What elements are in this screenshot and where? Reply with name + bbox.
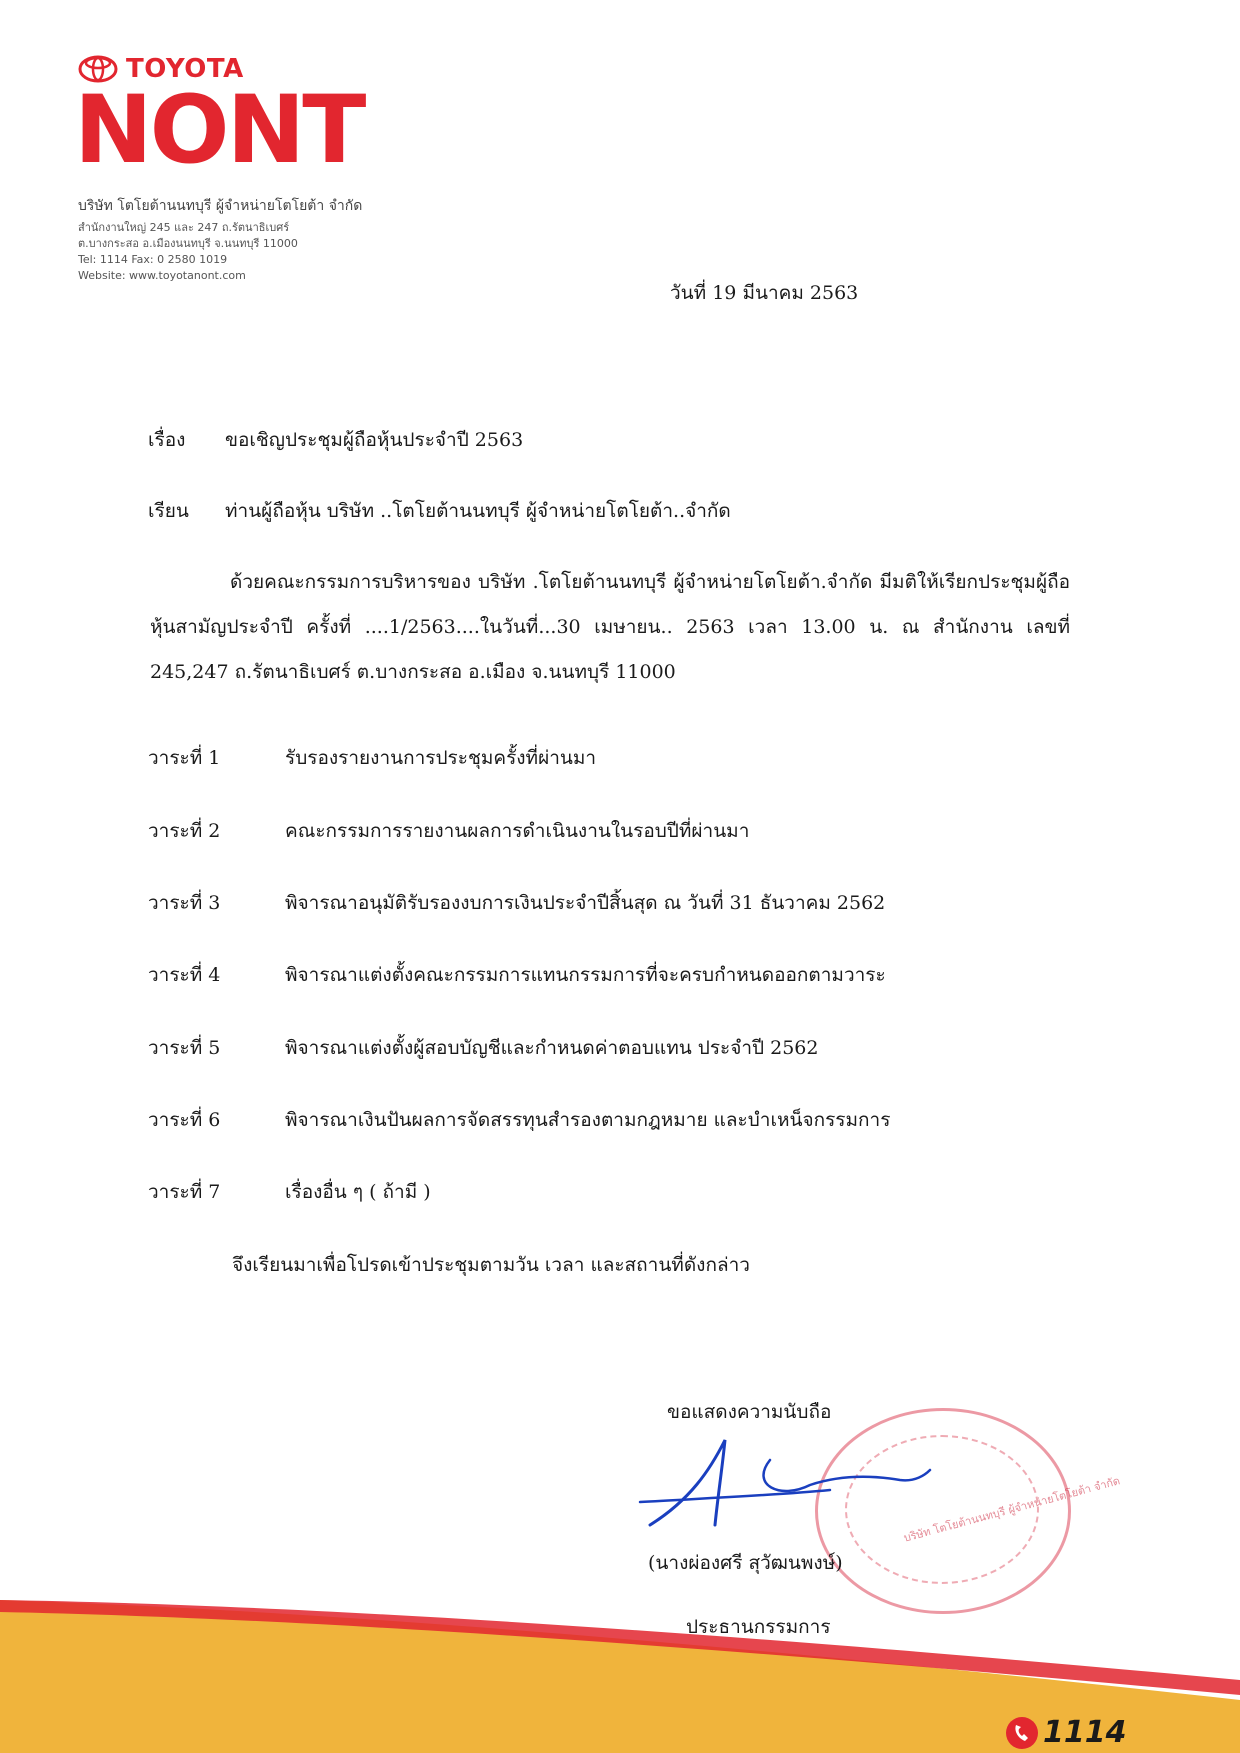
agenda-item (148, 743, 596, 773)
subject-text: ขอเชิญประชุมผู้ถือหุ้นประจำปี 2563 (225, 429, 524, 451)
dealer-logo: NONT (74, 76, 364, 185)
agenda-item (148, 816, 749, 846)
agenda-label: วาระที่ 4 (148, 964, 221, 986)
signature (630, 1430, 960, 1540)
agenda-text: เรื่องอื่น ๆ ( ถ้ามี ) (285, 1181, 431, 1203)
sign-off: ขอแสดงความนับถือ (667, 1401, 832, 1423)
agenda-label: วาระที่ 2 (148, 820, 221, 842)
agenda-text: พิจารณาแต่งตั้งคณะกรรมการแทนกรรมการที่จะครบกำหนดออกตามวาระ (285, 964, 886, 986)
agenda-label: วาระที่ 5 (148, 1037, 221, 1059)
agenda-item (148, 888, 885, 918)
agenda-item (148, 1177, 431, 1207)
agenda-item (148, 1033, 818, 1063)
subject-label: เรื่อง (148, 429, 186, 451)
hotline-badge (1005, 1715, 1127, 1750)
agenda-label: วาระที่ 1 (148, 747, 221, 769)
letter-date: วันที่ 19 มีนาคม 2563 (670, 282, 859, 304)
phone-fax: Tel: 1114 Fax: 0 2580 1019 (78, 253, 228, 266)
agenda-label: วาระที่ 6 (148, 1109, 221, 1131)
company-name: บริษัท โตโยต้านนทบุรี ผู้จำหน่ายโตโยต้า จำกัด (78, 198, 363, 214)
phone-icon (1005, 1716, 1039, 1750)
address-line-2: ต.บางกระสอ อ.เมืองนนทบุรี จ.นนทบุรี 11000 (78, 237, 298, 250)
agenda-text: พิจารณาอนุมัติรับรองงบการเงินประจำปีสิ้นสุด ณ วันที่ 31 ธันวาคม 2562 (285, 892, 886, 914)
address-line-1: สำนักงานใหญ่ 245 และ 247 ถ.รัตนาธิเบศร์ (78, 221, 290, 234)
company-info (78, 195, 362, 284)
agenda-label: วาระที่ 7 (148, 1181, 221, 1203)
recipient-text: ท่านผู้ถือหุ้น บริษัท ..โตโยต้านนทบุรี ผู้จำหน่ายโตโยต้า..จำกัด (225, 500, 731, 522)
hotline-number: 1114 (1043, 1715, 1127, 1750)
signer-name: (นางผ่องศรี สุวัฒนพงษ์) (648, 1552, 843, 1574)
website: Website: www.toyotanont.com (78, 269, 246, 282)
brand-name: TOYOTA (126, 54, 244, 84)
agenda-text: พิจารณาแต่งตั้งผู้สอบบัญชีและกำหนดค่าตอบแทน ประจำปี 2562 (285, 1037, 819, 1059)
recipient-label: เรียน (148, 500, 189, 522)
signer-title: ประธานกรรมการ (686, 1616, 831, 1638)
agenda-text: คณะกรรมการรายงานผลการดำเนินงานในรอบปีที่ผ่านมา (285, 820, 750, 842)
agenda-text: รับรองรายงานการประชุมครั้งที่ผ่านมา (285, 747, 597, 769)
stamp-text: บริษัท โตโยต้านนทบุรี ผู้จำหน่ายโตโยต้า จำกัด (902, 1474, 1122, 1545)
agenda-label: วาระที่ 3 (148, 892, 221, 914)
agenda-text: พิจารณาเงินปันผลการจัดสรรทุนสำรองตามกฎหมาย และบำเหน็จกรรมการ (285, 1109, 891, 1131)
closing-sentence: จึงเรียนมาเพื่อโปรดเข้าประชุมตามวัน เวลา และสถานที่ดังกล่าว (232, 1254, 750, 1276)
agenda-item (148, 960, 886, 990)
body-paragraph: ด้วยคณะกรรมการบริหารของ บริษัท .โตโยต้านนทบุรี ผู้จำหน่ายโตโยต้า.จำกัด มีมติให้เรียกประชุมผู้ถือหุ้นสามัญประจำปี ครั้งที่ ....1/2563....ในวันที่...30 เมษายน.. 2563 เวลา 13.00 น. ณ สำนักงาน เลขที่ 245,247 ถ.รัตนาธิเบศร์ ต.บางกระสอ อ.เมือง จ.นนทบุรี 11000 (150, 571, 1070, 683)
agenda-item (148, 1105, 890, 1135)
